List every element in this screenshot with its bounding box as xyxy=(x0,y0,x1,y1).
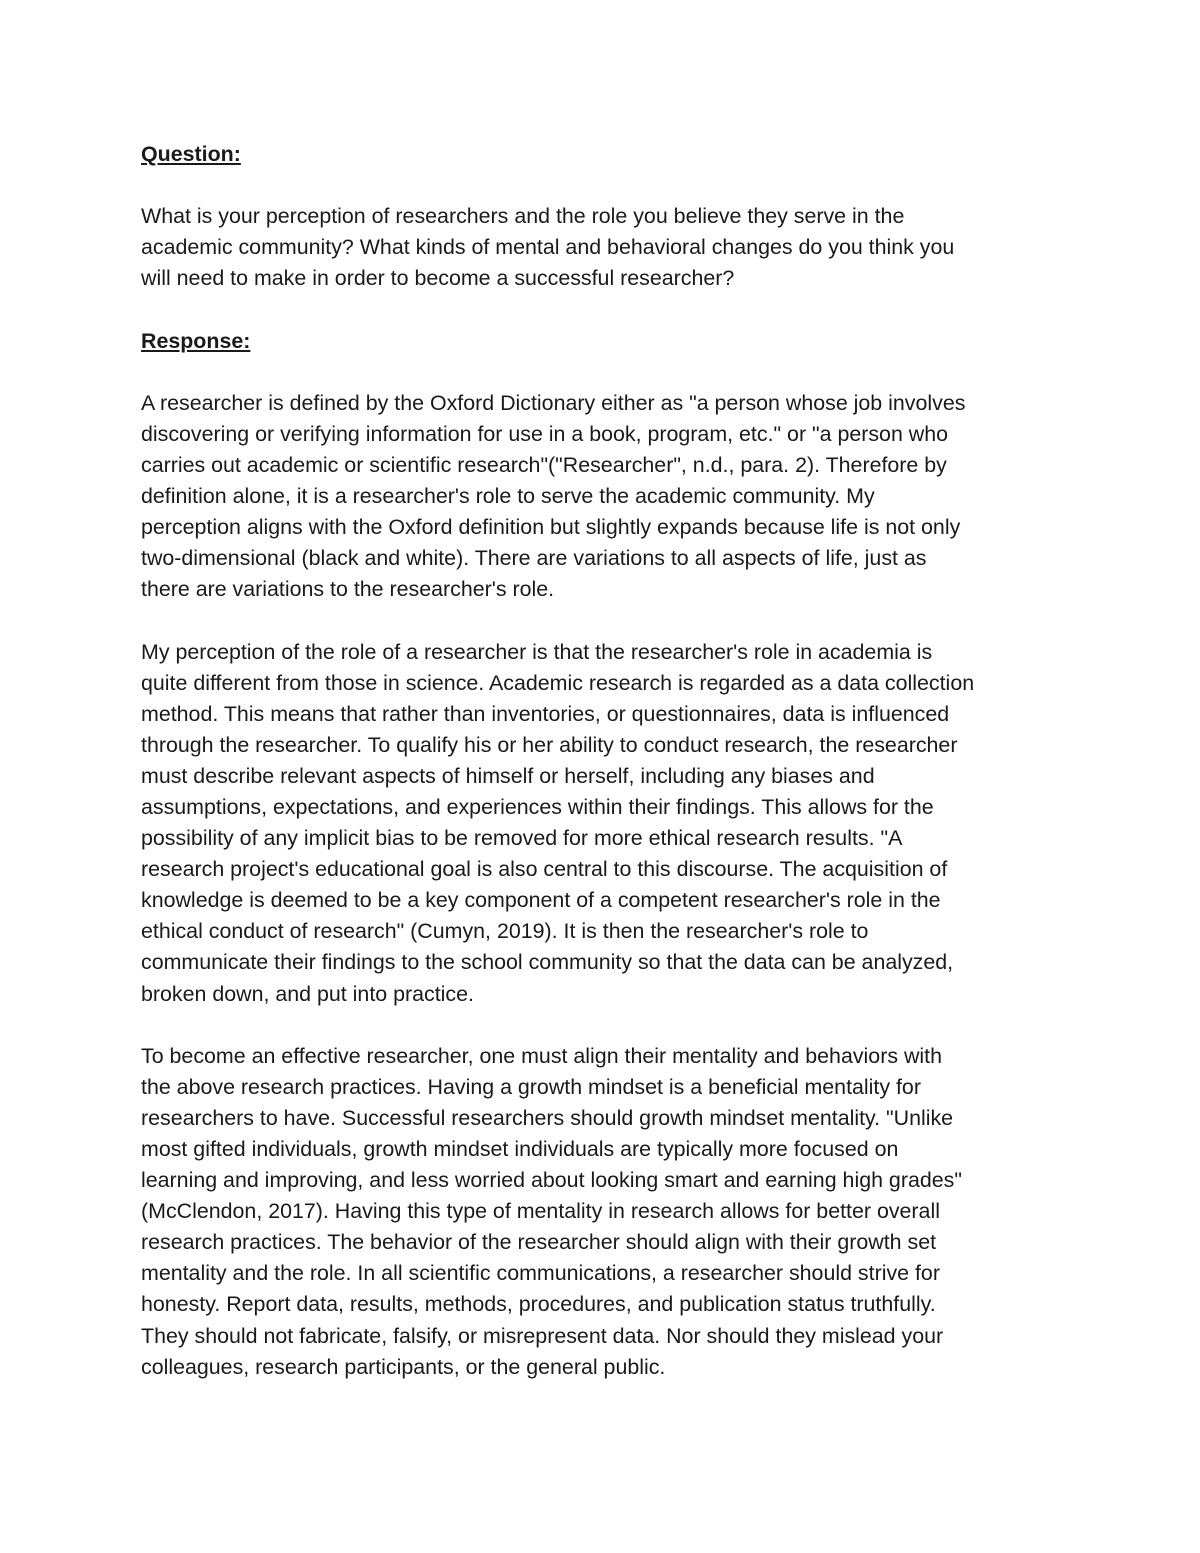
text-line: research project's educational goal is also central to this discourse. The acquisition of xyxy=(141,857,948,882)
text-line: learning and improving, and less worried about looking smart and earning high grades" xyxy=(141,1168,962,1193)
text-line: through the researcher. To qualify his or her ability to conduct research, the researcher xyxy=(141,732,958,757)
response-paragraph-3 xyxy=(141,1041,1063,1383)
spacer xyxy=(141,1010,1063,1041)
text-line: will need to make in order to become a successful researcher? xyxy=(141,266,735,291)
text-line: (McClendon, 2017). Having this type of mentality in research allows for better overall xyxy=(141,1199,940,1224)
text-line: My perception of the role of a researcher is that the researcher's role in academia is xyxy=(141,639,933,664)
text-line: They should not fabricate, falsify, or misrepresent data. Nor should they mislead your xyxy=(141,1323,944,1348)
text-line: discovering or verifying information for use in a book, program, etc." or "a person who xyxy=(141,421,949,446)
text-line: most gifted individuals, growth mindset individuals are typically more focused on xyxy=(141,1137,899,1161)
spacer xyxy=(141,357,1063,388)
text-line: must describe relevant aspects of himself or herself, including any biases and xyxy=(141,763,875,788)
text-line: possibility of any implicit bias to be removed for more ethical research results. "A xyxy=(141,826,903,851)
text-line: method. This means that rather than inventories, or questionnaires, data is influenced xyxy=(141,701,950,726)
spacer xyxy=(141,170,1063,201)
text-line: colleagues, research participants, or the general public. xyxy=(141,1354,666,1379)
document-page xyxy=(141,139,1063,1383)
text-line: What is your perception of researchers and the role you believe they serve in the xyxy=(141,204,905,229)
text-line: academic community? What kinds of mental and behavioral changes do you think you xyxy=(141,235,955,260)
text-line: research practices. The behavior of the researcher should align with their growth set xyxy=(141,1230,937,1255)
text-line: To become an effective researcher, one must align their mentality and behaviors with xyxy=(141,1043,942,1068)
text-line: quite different from those in science. Academic research is regarded as a data collection xyxy=(141,670,975,695)
text-line: honesty. Report data, results, methods, procedures, and publication status truthfully. xyxy=(141,1292,936,1317)
text-line: two-dimensional (black and white). There are variations to all aspects of life, just as xyxy=(141,546,927,571)
text-line: ethical conduct of research" (Cumyn, 2019). It is then the researcher's role to xyxy=(141,919,869,944)
text-line: perception aligns with the Oxford definition but slightly expands because life is not only xyxy=(141,515,961,540)
spacer xyxy=(141,605,1063,636)
question-text xyxy=(141,201,1063,294)
text-line: A researcher is defined by the Oxford Dictionary either as "a person whose job involves xyxy=(141,390,966,415)
question-heading: Question: xyxy=(141,142,241,166)
response-paragraph-1 xyxy=(141,388,1063,606)
text-line: broken down, and put into practice. xyxy=(141,981,474,1006)
text-line: there are variations to the researcher's role. xyxy=(141,577,555,602)
text-line: definition alone, it is a researcher's role to serve the academic community. My xyxy=(141,484,875,509)
spacer xyxy=(141,294,1063,325)
response-heading: Response: xyxy=(141,328,251,353)
text-line: mentality and the role. In all scientific communications, a researcher should strive for xyxy=(141,1261,940,1286)
text-line: communicate their findings to the school community so that the data can be analyzed, xyxy=(141,950,954,975)
text-line: assumptions, expectations, and experiences within their findings. This allows for the xyxy=(141,794,934,819)
text-line: researchers to have. Successful researchers should growth mindset mentality. "Unlike xyxy=(141,1105,954,1130)
response-paragraph-2 xyxy=(141,637,1063,1010)
text-line: knowledge is deemed to be a key component of a competent researcher's role in the xyxy=(141,888,941,913)
text-line: the above research practices. Having a growth mindset is a beneficial mentality for xyxy=(141,1074,921,1099)
text-line: carries out academic or scientific research"("Researcher", n.d., para. 2). Therefore by xyxy=(141,452,947,477)
